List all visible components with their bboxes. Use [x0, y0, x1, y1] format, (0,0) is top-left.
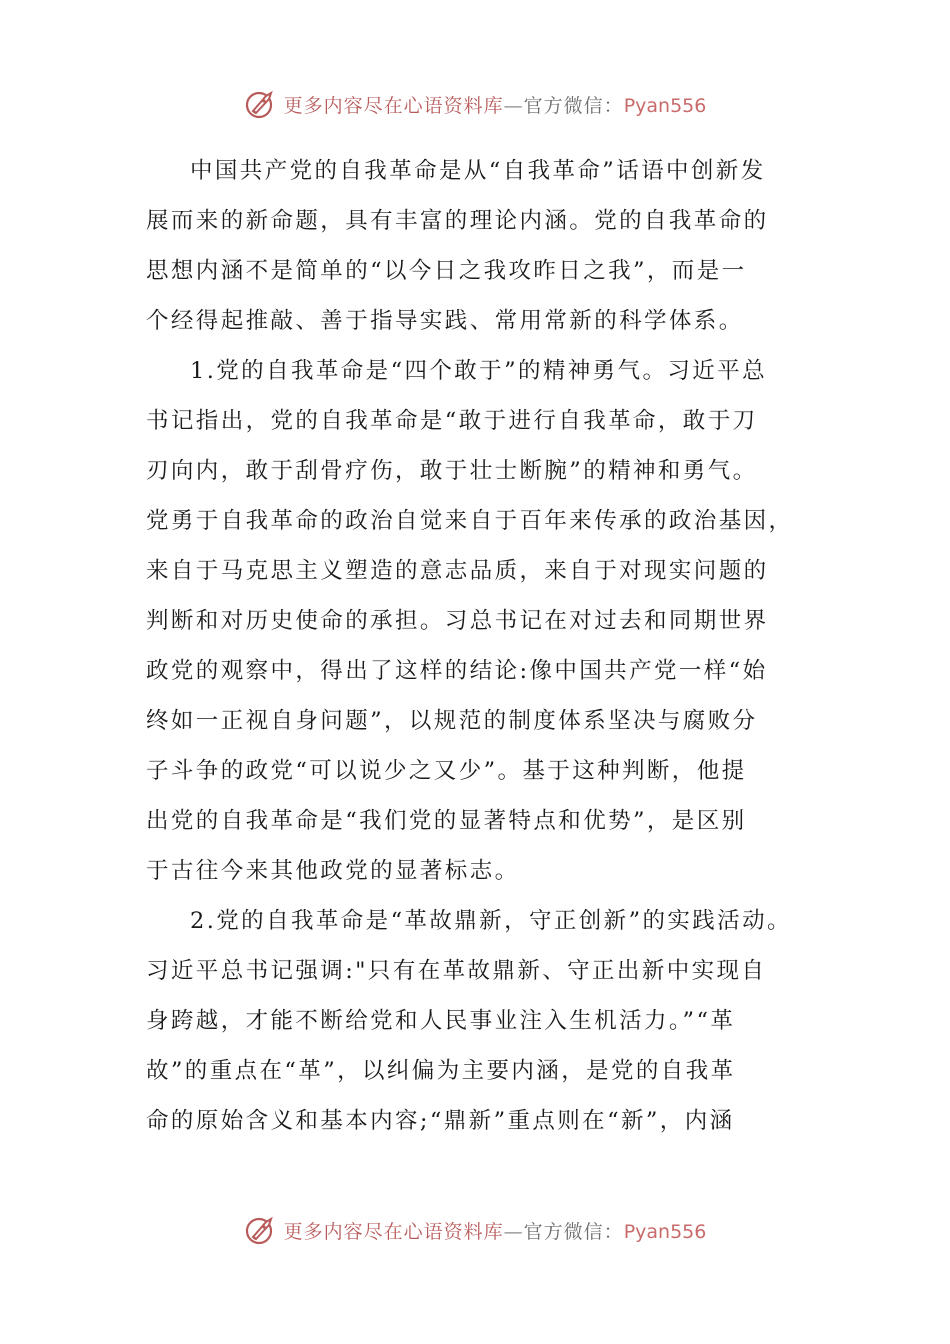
text-line: 个经得起推敲、善于指导实践、常用常新的科学体系。 — [146, 308, 744, 334]
banner-separator: — — [503, 1220, 524, 1243]
footer-banner — [0, 1210, 950, 1250]
text-line: 子斗争的政党“可以说少之又少”。基于这种判断，他提 — [146, 758, 747, 784]
banner-separator: — — [503, 94, 524, 117]
header-banner — [0, 84, 950, 124]
banner-slogan: 更多内容尽在心语资料库 — [283, 1220, 504, 1243]
text-line: 习近平总书记强调:"只有在革故鼎新、守正出新中实现自 — [146, 958, 767, 984]
banner-wechat-label: 官方微信： — [523, 1220, 624, 1243]
text-line: 中国共产党的自我革命是从“自我革命”话语中创新发 — [190, 158, 766, 184]
banner-text — [284, 91, 707, 118]
text-line: 来自于马克思主义塑造的意志品质，来自于对现实问题的 — [146, 558, 769, 584]
banner-text — [284, 1217, 707, 1244]
banner-slogan: 更多内容尽在心语资料库 — [283, 94, 504, 117]
text-line: 判断和对历史使命的承担。习总书记在对过去和同期世界 — [146, 608, 769, 634]
pen-nib-circle-icon — [244, 1213, 278, 1247]
text-line: 终如一正视自身问题”，以规范的制度体系坚决与腐败分 — [146, 708, 758, 734]
text-line: 命的原始含义和基本内容;“鼎新”重点则在“新”，内涵 — [146, 1108, 735, 1134]
banner-wechat-id: Pyan556 — [623, 1220, 707, 1243]
text-line: 1.党的自我革命是“四个敢于”的精神勇气。习近平总 — [190, 358, 767, 384]
banner-wechat-label: 官方微信： — [523, 94, 624, 117]
document-body — [146, 146, 826, 1146]
text-line: 政党的观察中，得出了这样的结论:像中国共产党一样“始 — [146, 658, 768, 684]
text-line: 展而来的新命题，具有丰富的理论内涵。党的自我革命的 — [146, 208, 769, 234]
pen-nib-circle-icon — [244, 87, 278, 121]
text-line: 2.党的自我革命是“革故鼎新，守正创新”的实践活动。 — [190, 908, 792, 934]
text-line: 党勇于自我革命的政治自觉来自于百年来传承的政治基因， — [146, 508, 794, 534]
text-line: 刃向内，敢于刮骨疗伤，敢于壮士断腕”的精神和勇气。 — [146, 458, 758, 484]
text-line: 思想内涵不是简单的“以今日之我攻昨日之我”，而是一 — [146, 258, 747, 284]
text-line: 书记指出，党的自我革命是“敢于进行自我革命，敢于刀 — [146, 408, 758, 434]
banner-wechat-id: Pyan556 — [623, 94, 707, 117]
text-line: 故”的重点在“革”，以纠偏为主要内涵，是党的自我革 — [146, 1058, 736, 1084]
text-line: 出党的自我革命是“我们党的显著特点和优势”，是区别 — [146, 808, 747, 834]
text-line: 于古往今来其他政党的显著标志。 — [146, 858, 520, 884]
text-line: 身跨越，才能不断给党和人民事业注入生机活力。”“革 — [146, 1008, 736, 1034]
